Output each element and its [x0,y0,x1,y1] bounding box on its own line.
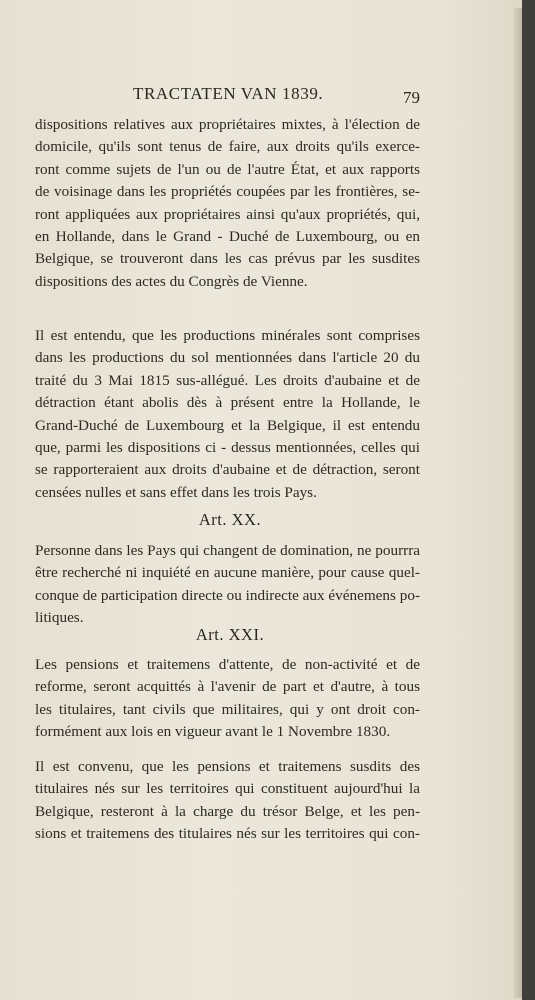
text-line: en Hollande, dans le Grand - Duché de Luxembourg, ou en [35,228,420,246]
text-line: de voisinage dans les propriétés coupées par les frontières, se- [35,183,420,201]
paragraph-3 [35,540,420,630]
text-line: conque de participation directe ou indirecte aux événemens po- [35,586,420,604]
text-line: censées nulles et sans effet dans les trois Pays. [35,483,317,501]
text-line: domicile, qu'ils sont tenus de faire, aux droits qu'ils exerce- [35,138,420,156]
text-line: dispositions relatives aux propriétaires mixtes, à l'élection de [35,116,420,133]
text-line: Belgique, resteront à la charge du trésor Belge, et les pen- [35,802,420,820]
text-line: dans les productions du sol mentionnées dans l'article 20 du [35,349,420,367]
article-heading: Art. XX. [198,510,262,529]
running-title: TRACTATEN VAN 1839. [133,84,324,103]
text-line: Les pensions et traitemens d'attente, de non-activité et de [35,656,420,673]
paragraph-5 [35,756,420,846]
text-line: dispositions des actes du Congrès de Vienne. [35,272,308,290]
text-line: litiques. [35,609,84,627]
text-line: les titulaires, tant civils que militaires, qui y ont droit con- [35,700,420,718]
text-line: formément aux lois en vigueur avant le 1 Novembre 1830. [35,723,391,741]
running-head [0,78,522,108]
text-line: Grand-Duché de Luxembourg et la Belgique, il est entendu [35,416,420,434]
article-heading: Art. XXI. [195,625,265,644]
text-line: se rapporteraient aux droits d'aubaine et de détraction, seront [35,461,420,479]
text-line: ront appliquées aux propriétaires ainsi qu'aux propriétés, qui, [35,205,420,223]
text-line: Personne dans les Pays qui changent de domination, ne pourrra [35,542,420,559]
text-line: ront comme sujets de l'un ou de l'autre État, et aux rapports [35,160,420,178]
text-line: Il est convenu, que les pensions et traitemens susdits des [35,758,420,775]
text-line: être recherché ni inquiété en aucune manière, pour cause quel- [35,564,420,582]
page-number: 79 [403,88,420,107]
paragraph-4 [35,654,420,744]
text-line: détraction étant abolis dès à présent entre la Hollande, le [35,394,420,412]
text-line: traité du 3 Mai 1815 sus-allégué. Les droits d'aubaine et de [35,371,420,389]
text-line: Belgique, se trouveront dans les cas prévus par les susdites [35,250,420,268]
text-line: titulaires nés sur les territoires qui constituent aujourd'hui la [35,780,420,798]
text-line: sions et traitemens des titulaires nés sur les territoires qui con- [35,825,420,843]
paragraph-2 [35,325,420,504]
text-line: que, parmi les dispositions ci - dessus mentionnées, celles qui [35,439,420,457]
text-line: Il est entendu, que les productions minérales sont comprises [35,327,420,344]
text-line: reforme, seront acquittés à l'avenir de part et d'autre, à tous [35,678,420,696]
paragraph-1 [35,114,420,293]
scan-background [522,0,535,1000]
